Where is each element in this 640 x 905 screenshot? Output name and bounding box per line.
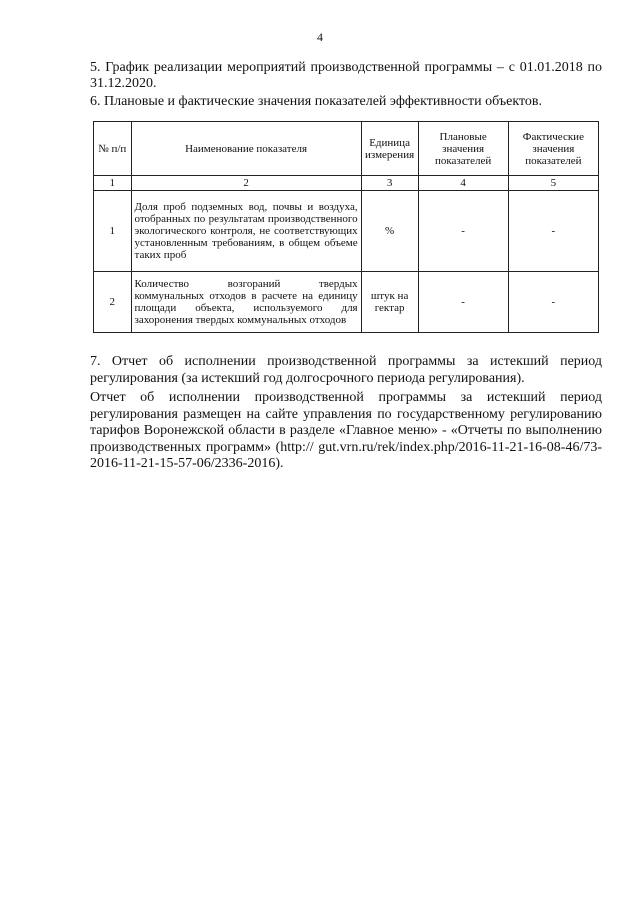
row-fact: - [508, 272, 598, 333]
row-num: 2 [94, 272, 132, 333]
index-cell: 5 [508, 176, 598, 191]
row-plan: - [418, 272, 508, 333]
report-location-text: Отчет об исполнении производственной программы за истекший период регулирования размещен на сайте управления по государственному регулированию тарифов Воронежской области в разделе «Главное меню» - «Отчеты по выполнению производственных программ» (http:// gut.vrn.ru/rek/index.php/2016-11-21-16-08-46/73-2016-11-21-15-57-06/2336-2016). [90, 390, 602, 471]
page-number: 4 [317, 30, 323, 44]
table-row [94, 191, 599, 272]
row-name: Доля проб подземных вод, почвы и воздуха, отобранных по результатам производственного экологического контроля, не соответствующих установленным требованиям, в общем объеме таких проб [131, 191, 361, 272]
section-6-heading: 6. Плановые и фактические значения показателей эффективности объектов. [90, 94, 543, 109]
index-cell: 4 [418, 176, 508, 191]
row-num: 1 [94, 191, 132, 272]
section-5-schedule: 5. График реализации мероприятий производственной программы – с 01.01.2018 по 31.12.2020. [90, 60, 602, 91]
indicators-table [93, 121, 599, 333]
header-name: Наименование показателя [131, 122, 361, 176]
row-unit: штук на гектар [361, 272, 418, 333]
table-header-row [94, 122, 599, 176]
header-plan: Плановые значения показателей [418, 122, 508, 176]
table-index-row [94, 176, 599, 191]
header-num: № п/п [94, 122, 132, 176]
row-plan: - [418, 191, 508, 272]
index-cell: 3 [361, 176, 418, 191]
index-cell: 1 [94, 176, 132, 191]
row-fact: - [508, 191, 598, 272]
index-cell: 2 [131, 176, 361, 191]
section-7-heading: 7. Отчет об исполнении производственной программы за истекший период регулирования (за истекший год долгосрочного периода регулирования). [90, 354, 602, 386]
header-unit: Единица измерения [361, 122, 418, 176]
table-row [94, 272, 599, 333]
header-fact: Фактические значения показателей [508, 122, 598, 176]
row-unit: % [361, 191, 418, 272]
row-name: Количество возгораний твердых коммунальных отходов в расчете на единицу площади объекта, используемого для захоронения твердых коммунальных отходов [131, 272, 361, 333]
